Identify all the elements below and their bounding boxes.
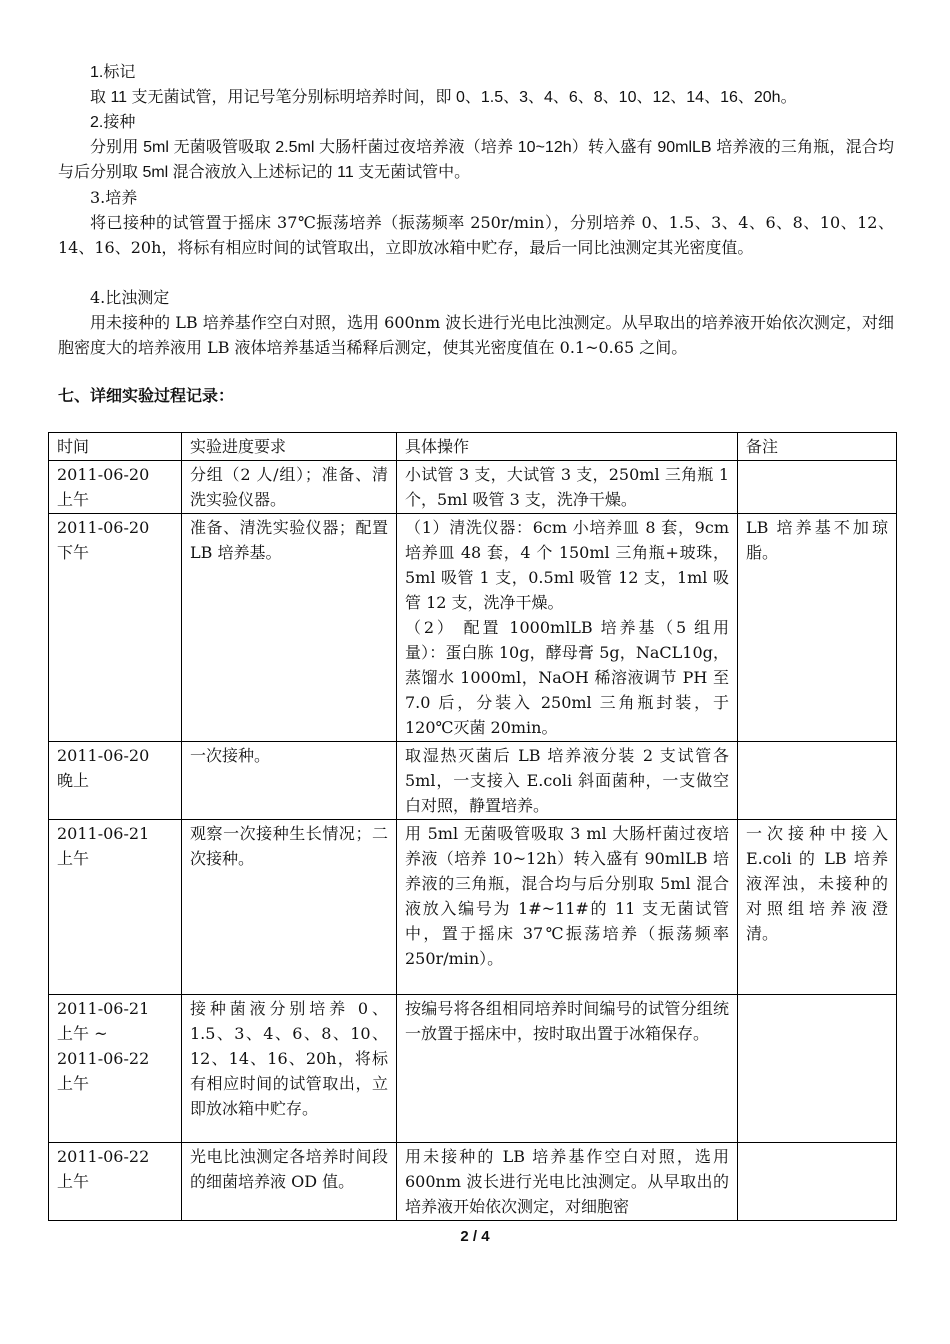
step-1-text: 取 11 支无菌试管，用记号笔分别标明培养时间，即 0、1.5、3、4、6、8、10、12、14、16、20h。 — [90, 89, 797, 106]
notes-cell — [738, 461, 897, 514]
section-heading: 七、详细实验过程记录： — [58, 386, 235, 405]
step-2-text: 分别用 5ml 无菌吸管吸取 2.5ml 大肠杆菌过夜培养液（培养 10~12h）转入盛有 90mlLB 培养液的三角瓶，混合均与后分别取 5ml 混合液放入上述标记的 11 支无菌试管中。 — [58, 139, 894, 181]
notes-cell — [738, 995, 897, 1143]
operation-cell: 按编号将各组相同培养时间编号的试管分组统一放置于摇床中，按时取出置于冰箱保存。 — [397, 995, 738, 1143]
header-notes: 备注 — [738, 433, 897, 461]
time-cell: 2011-06-20 上午 — [49, 461, 182, 514]
step-4-text: 用未接种的 LB 培养基作空白对照，选用 600nm 波长进行光电比浊测定。从早取出的培养液开始依次测定，对细胞密度大的培养液用 LB 液体培养基适当稀释后测定，使其光密度值在 0.1~0.65 之间。 — [58, 313, 894, 357]
table-row — [49, 820, 897, 995]
step-4-title: 4.比浊测定 — [90, 288, 170, 307]
header-progress: 实验进度要求 — [182, 433, 397, 461]
time-cell: 2011-06-20 晚上 — [49, 742, 182, 820]
table-row — [49, 995, 897, 1143]
progress-cell: 光电比浊测定各培养时间段的细菌培养液 OD 值。 — [182, 1143, 397, 1221]
table-header-row — [49, 433, 897, 461]
notes-cell — [738, 742, 897, 820]
table-row — [49, 1143, 897, 1221]
notes-cell: LB 培养基不加琼脂。 — [738, 514, 897, 742]
header-time: 时间 — [49, 433, 182, 461]
notes-cell: 一次接种中接入 E.coli 的 LB 培养液浑浊，未接种的对照组培养液澄清。 — [738, 820, 897, 995]
time-cell: 2011-06-21 上午 — [49, 820, 182, 995]
operation-cell: （1）清洗仪器：6cm 小培养皿 8 套，9cm 培养皿 48 套，4 个 150ml 三角瓶+玻珠，5ml 吸管 1 支，0.5ml 吸管 12 支，1ml 吸管 12 支，洗净干燥。 （2） 配置 1000mlLB 培养基（5 组用量）：蛋白胨 10g，酵母膏 5g，NaCL10g，蒸馏水 1000ml，NaOH 稀溶液调节 PH 至 7.0 后，分装入 250ml 三角瓶封装，于 120℃灭菌 20min。 — [397, 514, 738, 742]
notes-cell — [738, 1143, 897, 1221]
step-3-title: 3.培养 — [90, 188, 138, 207]
operation-cell: 小试管 3 支，大试管 3 支，250ml 三角瓶 1 个，5ml 吸管 3 支，洗净干燥。 — [397, 461, 738, 514]
experiment-log-table — [48, 432, 897, 1221]
step-1-title: 1.标记 — [90, 64, 136, 81]
operation-cell: 取湿热灭菌后 LB 培养液分装 2 支试管各 5ml，一支接入 E.coli 斜面菌种，一支做空白对照，静置培养。 — [397, 742, 738, 820]
time-cell: 2011-06-22 上午 — [49, 1143, 182, 1221]
step-2-title: 2.接种 — [90, 114, 136, 131]
table-row — [49, 461, 897, 514]
table-row — [49, 742, 897, 820]
progress-cell: 接种菌液分别培养 0、1.5、3、4、6、8、10、12、14、16、20h，将标有相应时间的试管取出，立即放冰箱中贮存。 — [182, 995, 397, 1143]
progress-cell: 准备、清洗实验仪器；配置 LB 培养基。 — [182, 514, 397, 742]
progress-cell: 分组（2 人/组）；准备、清洗实验仪器。 — [182, 461, 397, 514]
step-3-text: 将已接种的试管置于摇床 37℃振荡培养（振荡频率 250r/min），分别培养 0、1.5、3、4、6、8、10、12、14、16、20h，将标有相应时间的试管取出，立即放冰箱中贮存，最后一同比浊测定其光密度值。 — [58, 213, 894, 257]
operation-cell: 用 5ml 无菌吸管吸取 3 ml 大肠杆菌过夜培养液（培养 10~12h）转入盛有 90mlLB 培养液的三角瓶，混合均与后分别取 5ml 混合液放入编号为 1#~11#的 11 支无菌试管中，置于摇床 37℃振荡培养（振荡频率 250r/min）。 — [397, 820, 738, 995]
header-operation: 具体操作 — [397, 433, 738, 461]
progress-cell: 观察一次接种生长情况；二次接种。 — [182, 820, 397, 995]
time-cell: 2011-06-21 上午 ~ 2011-06-22 上午 — [49, 995, 182, 1143]
progress-cell: 一次接种。 — [182, 742, 397, 820]
operation-cell: 用未接种的 LB 培养基作空白对照，选用 600nm 波长进行光电比浊测定。从早取出的培养液开始依次测定，对细胞密 — [397, 1143, 738, 1221]
page-number: 2 / 4 — [460, 1228, 490, 1245]
time-cell: 2011-06-20 下午 — [49, 514, 182, 742]
table-row — [49, 514, 897, 742]
